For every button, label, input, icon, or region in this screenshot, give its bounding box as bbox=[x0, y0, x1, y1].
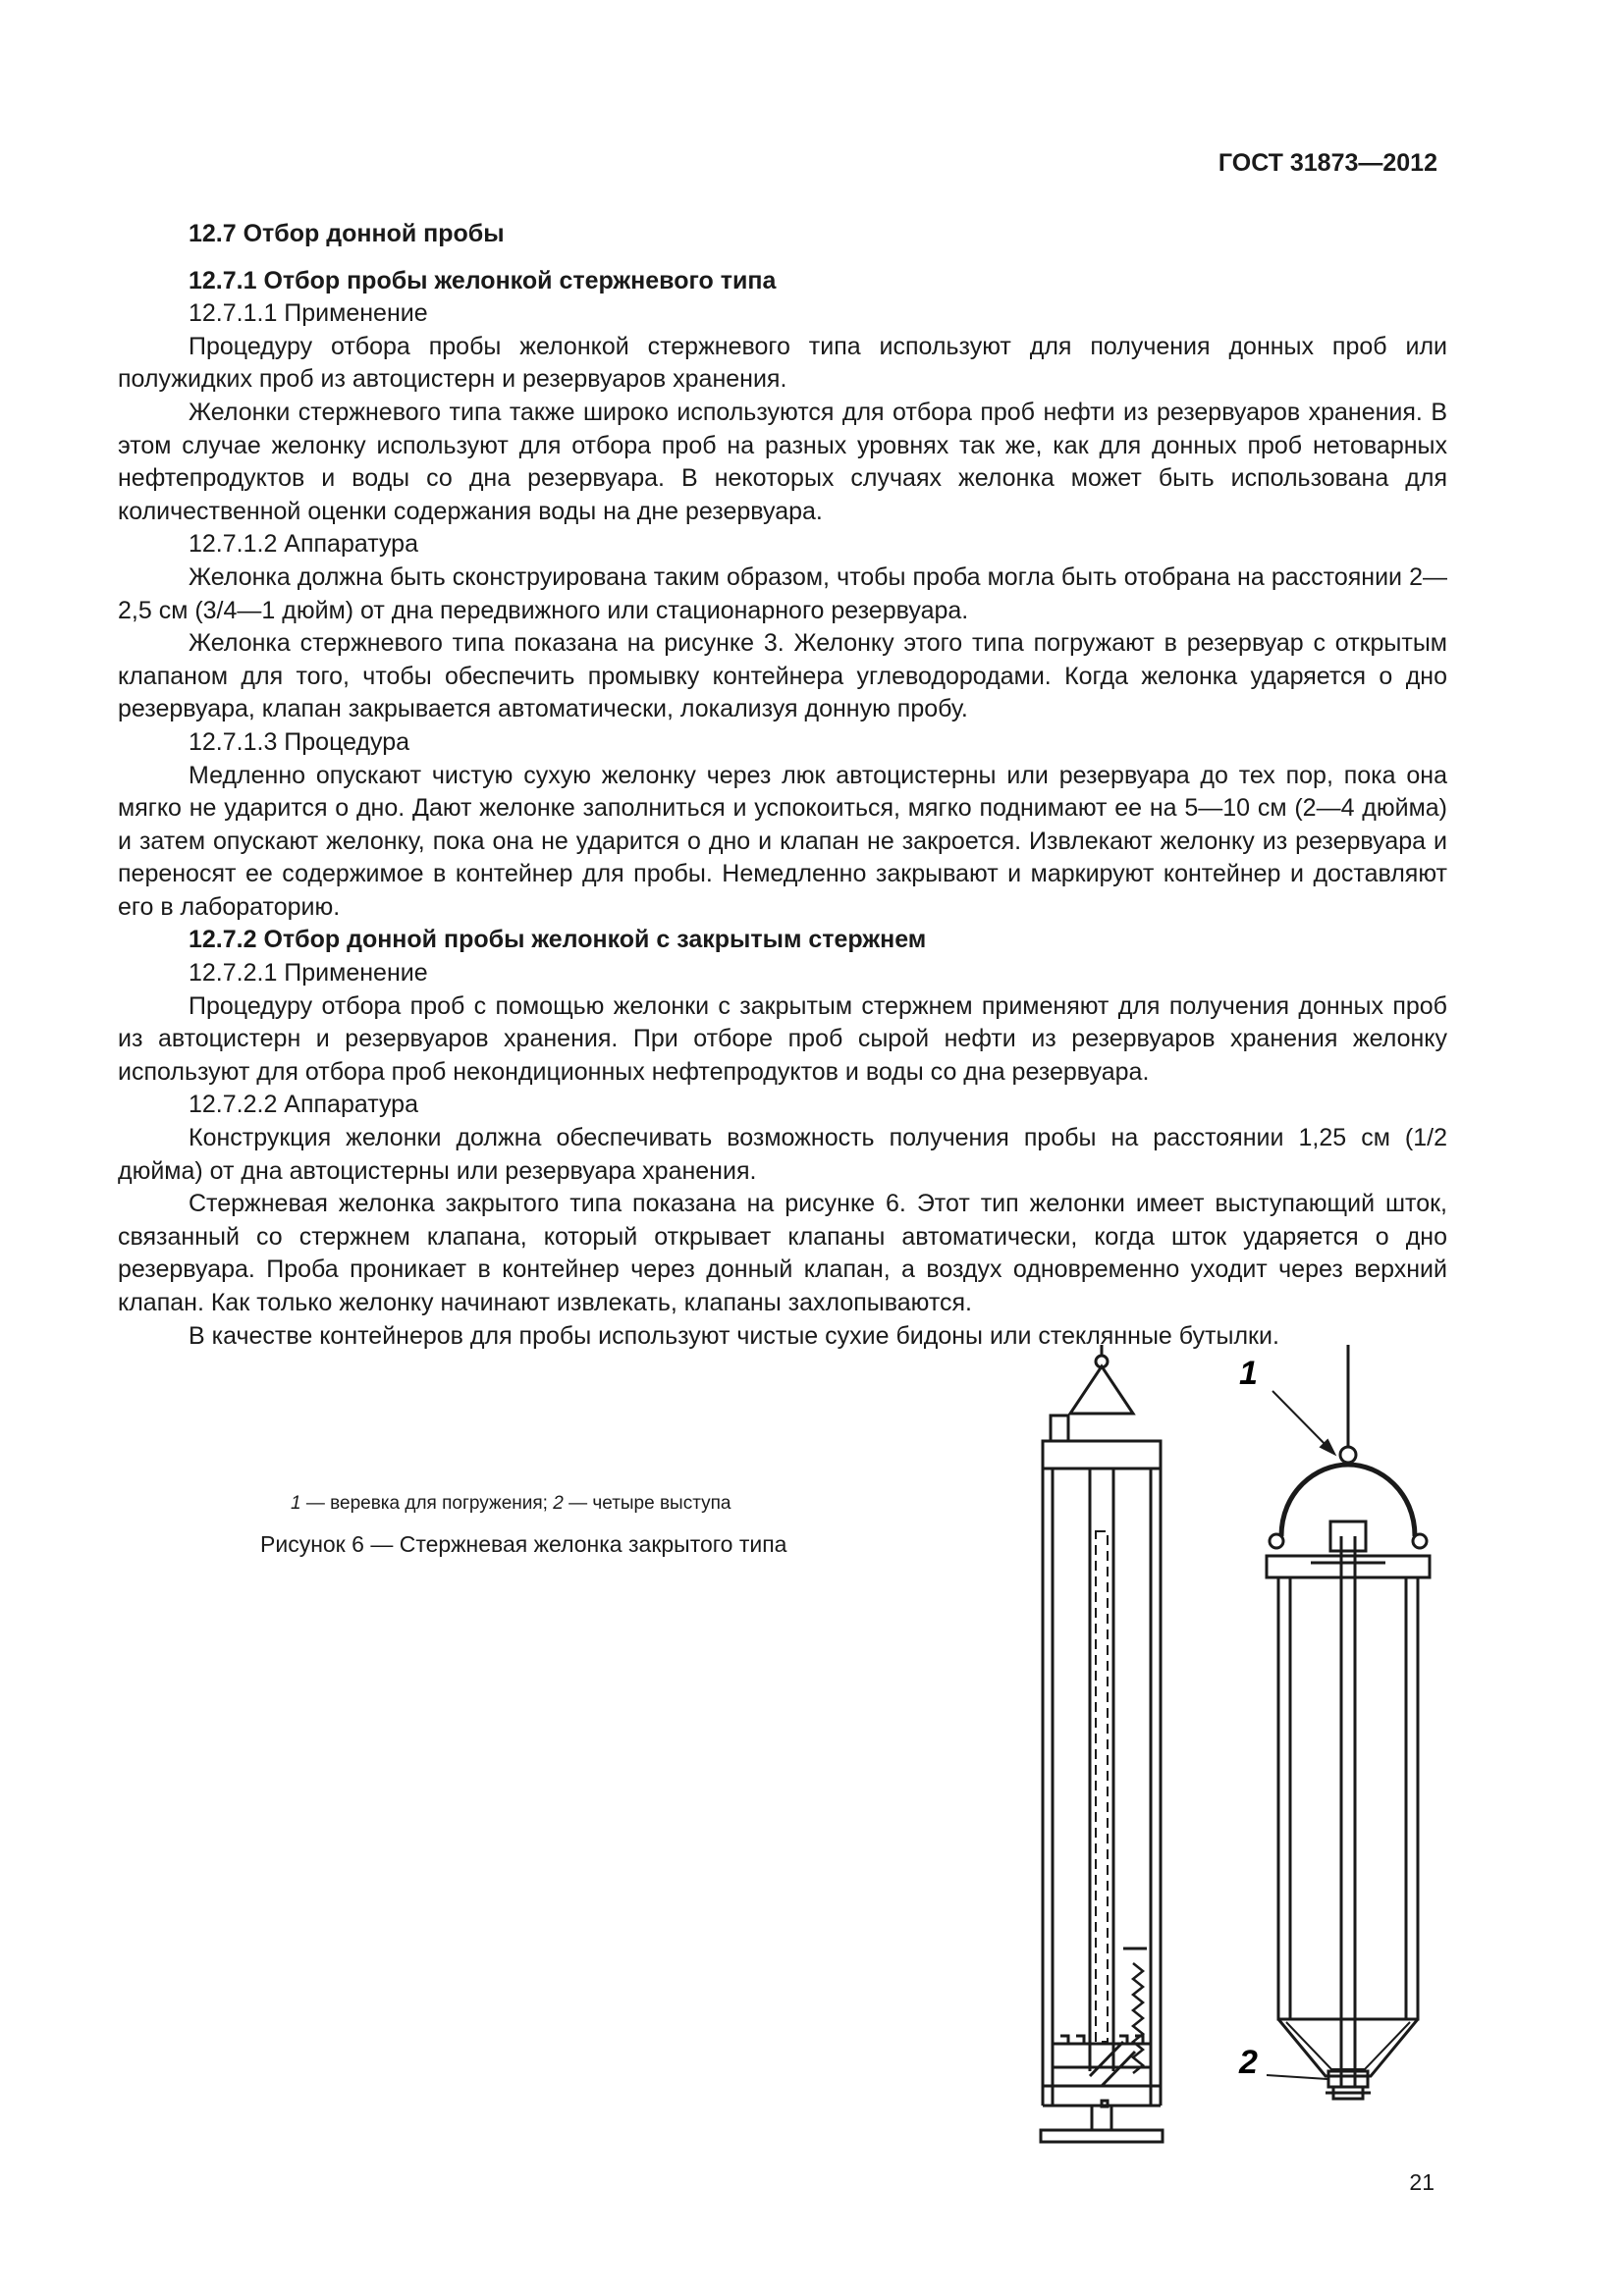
paragraph: Процедуру отбора проб с помощью желонки с закрытым стержнем применяют для получения донных проб из автоцистерн и резервуаров хранения. При отборе проб сырой нефти из резервуаров хранения желонку используют для отбора проб некондиционных нефтепродуктов и воды со дна резервуара. bbox=[118, 991, 1447, 1086]
legend-number: 2 bbox=[553, 1493, 564, 1514]
callout-1: 1 bbox=[1239, 1355, 1258, 1392]
paragraph: Стержневая желонка закрытого типа показана на рисунке 6. Этот тип желонки имеет выступающий шток, связанный со стержнем клапана, который открывает клапаны автоматически, когда шток ударяется о дно резервуара. Проба проникает в контейнер через донный клапан, а воздух одновременно уходит через верхний клапан. Как только желонку начинают извлекать, клапаны захлопываются. bbox=[118, 1190, 1447, 1316]
paragraph: Процедуру отбора пробы желонкой стержневого типа используют для получения донных проб или полужидких проб из автоцистерн и резервуаров хранения. bbox=[118, 332, 1447, 394]
paragraph: Желонка должна быть сконструирована таким образом, чтобы проба могла быть отобрана на расстоянии 2—2,5 см (3/4—1 дюйм) от дна передвижного или стационарного резервуара. bbox=[118, 562, 1447, 624]
clause-heading: 12.7.1.2 Аппаратура bbox=[189, 530, 418, 559]
paragraph: Желонка стержневого типа показана на рисунке 3. Желонку этого типа погружают в резервуар с открытым клапаном для того, чтобы обеспечить промывку контейнера углеводородами. Когда желонка ударяется о дно резервуара, клапан закрывается автоматически, локализуя донную пробу. bbox=[118, 629, 1447, 723]
figure-caption: Рисунок 6 — Стержневая желонка закрытого типа bbox=[260, 1531, 787, 1557]
clause-heading: 12.7.2.2 Аппаратура bbox=[189, 1091, 418, 1119]
figure-legend bbox=[291, 1493, 731, 1515]
sampler-front-view bbox=[1267, 1345, 1430, 2099]
paragraph: Желонки стержневого типа также широко используются для отбора проб нефти из резервуаров хранения. В этом случае желонку используют для отбора проб на разных уровнях так же, как для донных проб нетоварных нефтепродуктов и воды со дна резервуара. В некоторых случаях желонка может быть использована для количественной оценки содержания воды на дне резервуара. bbox=[118, 398, 1447, 525]
legend-number: 1 bbox=[291, 1493, 301, 1514]
subsection-heading: 12.7.1 Отбор пробы желонкой стержневого типа bbox=[189, 266, 777, 294]
page-number: 21 bbox=[1409, 2169, 1435, 2195]
document-header: ГОСТ 31873—2012 bbox=[1218, 149, 1437, 177]
sampler-section-view bbox=[1041, 1345, 1163, 2142]
clause-heading: 12.7.1.3 Процедура bbox=[189, 727, 410, 756]
paragraph: Медленно опускают чистую сухую желонку через люк автоцистерны или резервуара до тех пор, пока она мягко не ударится о дно. Дают желонке заполниться и успокоиться, мягко поднимают ее на 5—10 см (2—4 дюйма) и затем опускают желонку, пока она не ударится о дно и клапан не закроется. Извлекают желонку из резервуара и переносят ее содержимое в контейнер для пробы. Немедленно закрывают и маркируют контейнер и доставляют его в лабораторию. bbox=[118, 761, 1447, 921]
figure-6-drawing bbox=[1021, 1345, 1453, 2160]
body-text bbox=[118, 218, 1447, 1353]
clause-heading: 12.7.1.1 Применение bbox=[189, 299, 428, 328]
paragraph: В качестве контейнеров для пробы используют чистые сухие бидоны или стеклянные бутылки. bbox=[189, 1321, 1279, 1350]
clause-heading: 12.7.2.1 Применение bbox=[189, 959, 428, 988]
legend-text: — веревка для погружения; bbox=[300, 1493, 554, 1514]
subsection-heading: 12.7.2 Отбор донной пробы желонкой с закрытым стержнем bbox=[189, 926, 927, 954]
legend-text: — четыре выступа bbox=[563, 1493, 731, 1514]
callout-2: 2 bbox=[1239, 2044, 1258, 2081]
section-heading: 12.7 Отбор донной пробы bbox=[189, 220, 505, 247]
paragraph: Конструкция желонки должна обеспечивать возможность получения пробы на расстоянии 1,25 см (1/2 дюйма) от дна автоцистерны или резервуара хранения. bbox=[118, 1124, 1447, 1185]
